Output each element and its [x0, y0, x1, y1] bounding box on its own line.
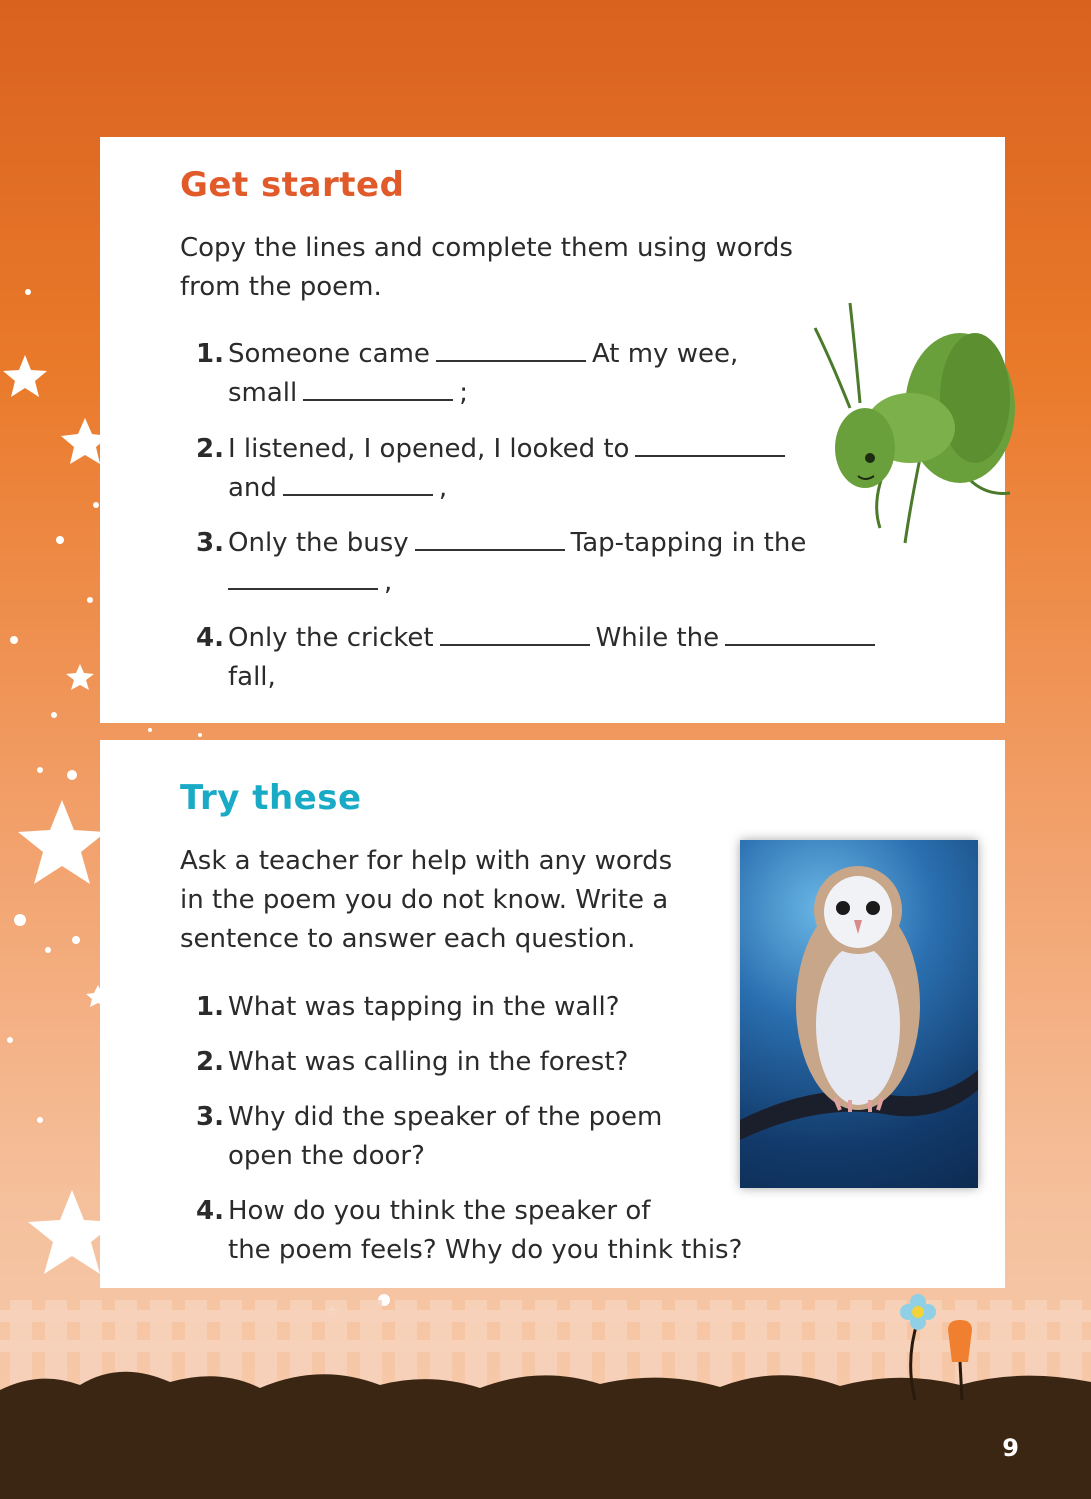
item-number: 4.: [196, 1196, 224, 1226]
answer-blank: [725, 622, 875, 646]
answer-blank: [635, 433, 785, 457]
item-number: 2.: [196, 1047, 224, 1077]
list-item: 2. I listened, I opened, I looked to and ,: [228, 430, 828, 508]
fence-ground-decoration: [0, 1290, 1091, 1499]
try-these-instructions: Ask a teacher for help with any words in the poem you do not know. Write a sentence to answer each question.: [180, 846, 673, 954]
star-icon: [18, 800, 106, 884]
list-item: 1. What was tapping in the wall?: [228, 988, 788, 1027]
item-number: 1.: [196, 992, 224, 1022]
answer-blank: [283, 472, 433, 496]
owl-illustration: [740, 840, 978, 1188]
answer-blank: [303, 377, 453, 401]
list-item: 4. Only the cricket While the fall,: [228, 619, 928, 697]
cricket-illustration: [810, 298, 1030, 548]
try-these-title: Try these: [180, 778, 362, 818]
answer-blank: [228, 566, 378, 590]
star-icon: [3, 355, 47, 397]
get-started-instructions: Copy the lines and complete them using words from the poem.: [180, 233, 793, 302]
item-number: 3.: [196, 528, 224, 558]
page-number: 9: [1002, 1434, 1019, 1462]
item-number: 2.: [196, 434, 224, 464]
list-item: 3. Only the busy Tap-tapping in the ,: [228, 524, 848, 602]
item-number: 4.: [196, 623, 224, 653]
answer-blank: [436, 338, 586, 362]
answer-blank: [440, 622, 590, 646]
list-item: 2. What was calling in the forest?: [228, 1043, 788, 1082]
answer-blank: [415, 527, 565, 551]
item-number: 1.: [196, 339, 224, 369]
list-item: 1. Someone came At my wee, small ;: [228, 335, 788, 413]
star-icon: [66, 664, 94, 690]
item-number: 3.: [196, 1102, 224, 1132]
list-item: 4. How do you think the speaker of the poem feels? Why do you think this?: [228, 1192, 848, 1270]
get-started-title: Get started: [180, 165, 405, 205]
list-item: 3. Why did the speaker of the poem open the door?: [228, 1098, 788, 1176]
